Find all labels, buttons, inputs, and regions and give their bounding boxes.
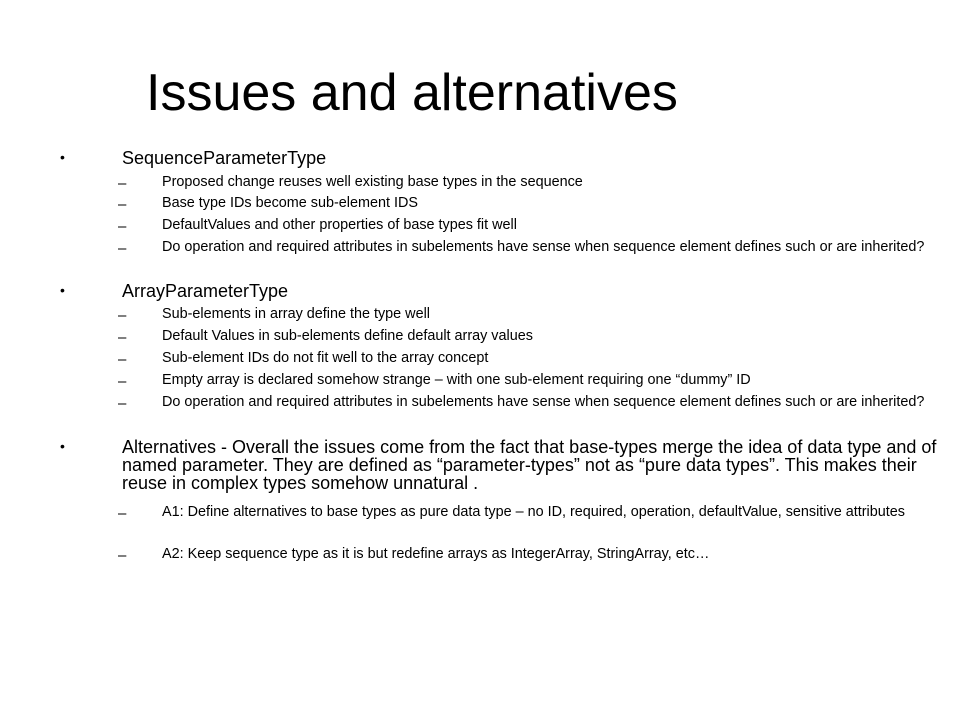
bullet-dot: •	[60, 282, 65, 298]
dash-marker: –	[118, 175, 127, 192]
dash-marker: –	[118, 395, 127, 412]
sub-bullet-text: Proposed change reuses well existing base types in the sequence	[162, 174, 583, 190]
dash-marker: –	[118, 218, 127, 235]
bullet-heading: SequenceParameterType	[122, 148, 327, 168]
sub-bullet-text: A1: Define alternatives to base types as pure data type – no ID, required, operation, defaultValue, sensitive attributes	[162, 504, 905, 520]
sub-bullet-text: Do operation and required attributes in subelements have sense when sequence element defines such or are inherited?	[162, 394, 925, 410]
bullet-dot: •	[60, 438, 65, 454]
sub-bullet-text: Sub-elements in array define the type well	[162, 306, 430, 322]
dash-marker: –	[118, 505, 127, 522]
bullet-heading: Alternatives - Overall the issues come from the fact that base-types merge the idea of data type and of named parameter. They are defined as “parameter-types” not as “pure data types”. This makes their reuse in complex types somehow unnatural .	[122, 437, 937, 493]
dash-marker: –	[118, 307, 127, 324]
bullet-dot: •	[60, 149, 65, 165]
sub-bullet-text: Sub-element IDs do not fit well to the array concept	[162, 350, 489, 366]
slide-title: Issues and alternatives	[146, 64, 678, 122]
sub-bullet-text: Default Values in sub-elements define default array values	[162, 328, 533, 344]
dash-marker: –	[118, 240, 127, 257]
dash-marker: –	[118, 351, 127, 368]
sub-bullet-text: Do operation and required attributes in subelements have sense when sequence element defines such or are inherited?	[162, 239, 925, 255]
sub-bullet-text: DefaultValues and other properties of base types fit well	[162, 217, 517, 233]
dash-marker: –	[118, 196, 127, 213]
dash-marker: –	[118, 547, 127, 564]
sub-bullet-text: Base type IDs become sub-element IDS	[162, 195, 418, 211]
sub-bullet-text: A2: Keep sequence type as it is but redefine arrays as IntegerArray, StringArray, etc…	[162, 546, 710, 562]
dash-marker: –	[118, 373, 127, 390]
dash-marker: –	[118, 329, 127, 346]
sub-bullet-text: Empty array is declared somehow strange – with one sub-element requiring one “dummy” ID	[162, 372, 751, 388]
bullet-heading: ArrayParameterType	[122, 281, 289, 301]
